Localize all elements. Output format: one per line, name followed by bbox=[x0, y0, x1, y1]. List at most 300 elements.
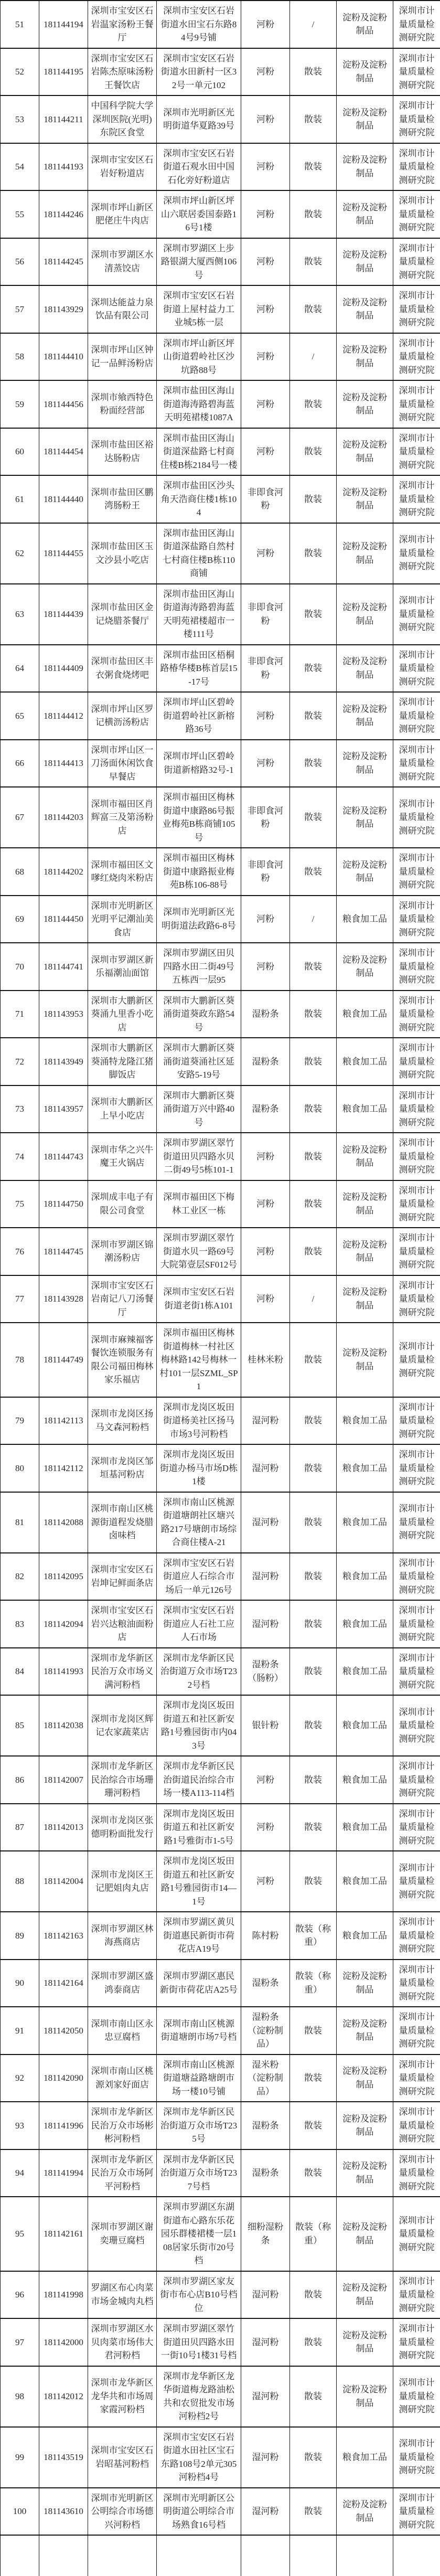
report-id-cell: 181141996 bbox=[39, 2102, 88, 2149]
packaging-cell: / bbox=[290, 333, 337, 381]
report-id-cell: 181143957 bbox=[39, 1085, 88, 1133]
table-row bbox=[1, 1756, 440, 1804]
vendor-address-cell: 深圳市盐田区海山街道海涛路碧海蓝天明苑裙楼1087A bbox=[157, 380, 241, 428]
packaging-cell: 散装 bbox=[290, 238, 337, 286]
report-id-cell: 181144440 bbox=[39, 475, 88, 523]
vendor-address-cell: 深圳市罗湖区东湖街道布心路东乐花园乐群楼裙楼一层108居家乐街市20号档 bbox=[157, 2197, 241, 2271]
food-category-cell: 淀粉及淀粉制品 bbox=[337, 428, 393, 476]
food-category-cell: 淀粉及淀粉制品 bbox=[337, 2055, 393, 2102]
row-number-cell: 60 bbox=[1, 428, 39, 476]
row-number-cell: 57 bbox=[1, 285, 39, 333]
packaging-cell: 散装 bbox=[290, 48, 337, 96]
table-row bbox=[1, 2007, 440, 2055]
vendor-address-cell: 深圳市福田区梅林街道中康路86号振业梅苑B栋商铺105号 bbox=[157, 787, 241, 848]
food-category-cell: 粮食加工品 bbox=[337, 1804, 393, 1851]
testing-agency-cell: 深圳市计量质量检测研究院 bbox=[393, 333, 440, 381]
vendor-address-cell: 深圳市宝安区石岩街道老街1栋A101 bbox=[157, 1275, 241, 1323]
vendor-name-cell: 深圳市盐田区丰衣粥食烧烤吧 bbox=[88, 645, 157, 693]
packaging-cell: 散装 bbox=[290, 1228, 337, 1275]
table-row bbox=[1, 1492, 440, 1553]
food-category-cell: 淀粉及淀粉制品 bbox=[337, 943, 393, 991]
testing-agency-cell: 深圳市计量质量检测研究院 bbox=[393, 95, 440, 143]
table-row bbox=[1, 2366, 440, 2427]
row-number-cell: 67 bbox=[1, 787, 39, 848]
vendor-name-cell: 深圳市宝安区石岩坤记鲜面条店 bbox=[88, 1553, 157, 1601]
testing-agency-cell: 深圳市计量质量检测研究院 bbox=[393, 2318, 440, 2366]
vendor-address-cell: 深圳市盐田区海山街道深盐路七村商住楼B栋2184号一楼 bbox=[157, 428, 241, 476]
row-number-cell: 56 bbox=[1, 238, 39, 286]
partial-cell bbox=[290, 2535, 337, 2576]
packaging-cell: 散装（称重） bbox=[290, 2197, 337, 2271]
table-row bbox=[1, 190, 440, 238]
testing-agency-cell: 深圳市计量质量检测研究院 bbox=[393, 1912, 440, 1960]
packaging-cell: 散装 bbox=[290, 2488, 337, 2536]
packaging-cell: 散装 bbox=[290, 475, 337, 523]
food-category-cell: 粮食加工品 bbox=[337, 1600, 393, 1648]
vendor-name-cell: 深圳市龙华新区民治万众市场义满河粉档 bbox=[88, 1648, 157, 1696]
food-name-cell: 河粉 bbox=[241, 95, 290, 143]
vendor-name-cell: 深圳市龙岗区邹垣基河粉店 bbox=[88, 1444, 157, 1492]
food-category-cell: 粮食加工品 bbox=[337, 1851, 393, 1912]
packaging-cell: 散装 bbox=[290, 143, 337, 191]
vendor-address-cell: 深圳市罗湖区上步路银湖大厦西侧106号 bbox=[157, 238, 241, 286]
packaging-cell: 散装（称重） bbox=[290, 1960, 337, 2007]
testing-agency-cell: 深圳市计量质量检测研究院 bbox=[393, 1600, 440, 1648]
vendor-address-cell: 深圳市大鹏新区葵涌街道葵涌社区延安路5-19号 bbox=[157, 1038, 241, 1085]
table-row bbox=[1, 48, 440, 96]
report-id-cell: 181144193 bbox=[39, 143, 88, 191]
testing-agency-cell: 深圳市计量质量检测研究院 bbox=[393, 2271, 440, 2319]
testing-agency-cell: 深圳市计量质量检测研究院 bbox=[393, 896, 440, 943]
food-category-cell: 淀粉及淀粉制品 bbox=[337, 2102, 393, 2149]
report-id-cell: 181144202 bbox=[39, 848, 88, 896]
row-number-cell: 89 bbox=[1, 1912, 39, 1960]
food-name-cell: 湿粉条（肠粉） bbox=[241, 1648, 290, 1696]
vendor-name-cell: 深圳市飨西特色粉面经营部 bbox=[88, 380, 157, 428]
row-number-cell: 58 bbox=[1, 333, 39, 381]
vendor-address-cell: 深圳市龙岗区坂田街道五和社区新安路1号雅园街市内043号 bbox=[157, 1695, 241, 1756]
food-category-cell: 淀粉及淀粉制品 bbox=[337, 48, 393, 96]
sampling-table-body bbox=[1, 1, 440, 2576]
packaging-cell: 散装 bbox=[290, 380, 337, 428]
packaging-cell: 散装（称重） bbox=[290, 1912, 337, 1960]
food-name-cell: 陈村粉 bbox=[241, 1912, 290, 1960]
row-number-cell: 81 bbox=[1, 1492, 39, 1553]
report-id-cell: 181143928 bbox=[39, 1275, 88, 1323]
food-category-cell: 淀粉及淀粉制品 bbox=[337, 1275, 393, 1323]
testing-agency-cell: 深圳市计量质量检测研究院 bbox=[393, 1756, 440, 1804]
food-name-cell: 湿粉条 bbox=[241, 1038, 290, 1085]
food-name-cell: 细粉湿粉条 bbox=[241, 2197, 290, 2271]
vendor-name-cell: 深圳市罗湖区林海燕商店 bbox=[88, 1912, 157, 1960]
row-number-cell: 69 bbox=[1, 896, 39, 943]
food-name-cell: 湿粉条（淀粉制品） bbox=[241, 2007, 290, 2055]
vendor-address-cell: 深圳市宝安区石岩街道应人石社工应人石市场 bbox=[157, 1600, 241, 1648]
testing-agency-cell: 深圳市计量质量检测研究院 bbox=[393, 991, 440, 1038]
packaging-cell: 散装 bbox=[290, 2271, 337, 2319]
vendor-name-cell: 深圳市坪山新区肥佬庄牛肉店 bbox=[88, 190, 157, 238]
food-name-cell: 湿河粉 bbox=[241, 1444, 290, 1492]
table-row bbox=[1, 1804, 440, 1851]
report-id-cell: 181144450 bbox=[39, 896, 88, 943]
row-number-cell: 84 bbox=[1, 1648, 39, 1696]
partial-next-row bbox=[1, 2535, 440, 2576]
vendor-name-cell: 深圳市光明新区光明平记潮汕美食店 bbox=[88, 896, 157, 943]
vendor-name-cell: 深圳市龙岗区张德明粉面批发行 bbox=[88, 1804, 157, 1851]
table-row bbox=[1, 1695, 440, 1756]
table-row bbox=[1, 1085, 440, 1133]
row-number-cell: 98 bbox=[1, 2366, 39, 2427]
vendor-name-cell: 深圳市罗湖区水清蒸饺店 bbox=[88, 238, 157, 286]
testing-agency-cell: 深圳市计量质量检测研究院 bbox=[393, 692, 440, 740]
food-name-cell: 湿粉条 bbox=[241, 991, 290, 1038]
packaging-cell: / bbox=[290, 1275, 337, 1323]
food-name-cell: 河粉 bbox=[241, 1133, 290, 1180]
vendor-name-cell: 深圳市华之兴牛魔王火锅店 bbox=[88, 1133, 157, 1180]
report-id-cell: 181144245 bbox=[39, 238, 88, 286]
table-row bbox=[1, 1228, 440, 1275]
testing-agency-cell: 深圳市计量质量检测研究院 bbox=[393, 1180, 440, 1228]
vendor-name-cell: 深圳市罗湖区谢奕珊豆腐档 bbox=[88, 2197, 157, 2271]
table-row bbox=[1, 1180, 440, 1228]
testing-agency-cell: 深圳市计量质量检测研究院 bbox=[393, 2488, 440, 2536]
vendor-name-cell: 深圳市龙岗区王记肥姐肉丸店 bbox=[88, 1851, 157, 1912]
food-name-cell: 河粉 bbox=[241, 333, 290, 381]
packaging-cell: 散装 bbox=[290, 991, 337, 1038]
testing-agency-cell: 深圳市计量质量检测研究院 bbox=[393, 584, 440, 645]
report-id-cell: 181144455 bbox=[39, 523, 88, 584]
table-row bbox=[1, 1960, 440, 2007]
testing-agency-cell: 深圳市计量质量检测研究院 bbox=[393, 787, 440, 848]
vendor-address-cell: 深圳市宝安区石岩街道水田宝石东路84号9号铺 bbox=[157, 1, 241, 48]
vendor-name-cell: 深圳市宝安区石岩兴达粮油面粉店 bbox=[88, 1600, 157, 1648]
row-number-cell: 54 bbox=[1, 143, 39, 191]
vendor-address-cell: 深圳市罗湖区惠民新街市荷花店A25号 bbox=[157, 1960, 241, 2007]
testing-agency-cell: 深圳市计量质量检测研究院 bbox=[393, 2197, 440, 2271]
row-number-cell: 80 bbox=[1, 1444, 39, 1492]
testing-agency-cell: 深圳市计量质量检测研究院 bbox=[393, 1553, 440, 1601]
report-id-cell: 181142000 bbox=[39, 2318, 88, 2366]
vendor-name-cell: 深圳市罗湖区锦潮汤粉店 bbox=[88, 1228, 157, 1275]
food-category-cell: 粮食加工品 bbox=[337, 1085, 393, 1133]
report-id-cell: 181144195 bbox=[39, 48, 88, 96]
packaging-cell: 散装 bbox=[290, 787, 337, 848]
testing-agency-cell: 深圳市计量质量检测研究院 bbox=[393, 1444, 440, 1492]
testing-agency-cell: 深圳市计量质量检测研究院 bbox=[393, 1492, 440, 1553]
row-number-cell: 92 bbox=[1, 2055, 39, 2102]
table-row bbox=[1, 2197, 440, 2271]
vendor-name-cell: 深圳市福田区肖辉富三及第汤粉店 bbox=[88, 787, 157, 848]
testing-agency-cell: 深圳市计量质量检测研究院 bbox=[393, 2102, 440, 2149]
report-id-cell: 181142164 bbox=[39, 1960, 88, 2007]
vendor-name-cell: 深圳市龙岗区辉记农家蔬菜店 bbox=[88, 1695, 157, 1756]
partial-cell bbox=[337, 2535, 393, 2576]
packaging-cell: 散装 bbox=[290, 1804, 337, 1851]
testing-agency-cell: 深圳市计量质量检测研究院 bbox=[393, 645, 440, 693]
food-category-cell: 淀粉及淀粉制品 bbox=[337, 645, 393, 693]
testing-agency-cell: 深圳市计量质量检测研究院 bbox=[393, 428, 440, 476]
food-category-cell: 淀粉及淀粉制品 bbox=[337, 2271, 393, 2319]
vendor-name-cell: 深圳达能益力泉饮品有限公司 bbox=[88, 285, 157, 333]
packaging-cell: 散装 bbox=[290, 740, 337, 787]
table-row bbox=[1, 333, 440, 381]
packaging-cell: 散装 bbox=[290, 523, 337, 584]
vendor-name-cell: 深圳市大鹏新区上早小吃店 bbox=[88, 1085, 157, 1133]
row-number-cell: 63 bbox=[1, 584, 39, 645]
packaging-cell: 散装 bbox=[290, 1133, 337, 1180]
table-row bbox=[1, 428, 440, 476]
vendor-address-cell: 深圳市坪山区碧岭街道新榕路32号-1 bbox=[157, 740, 241, 787]
vendor-address-cell: 深圳市宝安区石岩街道水田新村一区32号一单元102 bbox=[157, 48, 241, 96]
testing-agency-cell: 深圳市计量质量检测研究院 bbox=[393, 2055, 440, 2102]
report-id-cell: 181144203 bbox=[39, 787, 88, 848]
report-id-cell: 181142090 bbox=[39, 2055, 88, 2102]
food-category-cell: 粮食加工品 bbox=[337, 1912, 393, 1960]
packaging-cell: 散装 bbox=[290, 692, 337, 740]
packaging-cell: 散装 bbox=[290, 645, 337, 693]
vendor-address-cell: 深圳市盐田区沙头角天浩商住楼1栋104 bbox=[157, 475, 241, 523]
report-id-cell: 181144741 bbox=[39, 943, 88, 991]
vendor-address-cell: 深圳市光明新区光明街道法政路6-8号 bbox=[157, 896, 241, 943]
vendor-address-cell: 深圳市龙岗区坂田街道杨美社区扬马市场3号河粉档 bbox=[157, 1397, 241, 1445]
food-category-cell: 粮食加工品 bbox=[337, 1553, 393, 1601]
row-number-cell: 90 bbox=[1, 1960, 39, 2007]
food-name-cell: 非即食河粉 bbox=[241, 848, 290, 896]
report-id-cell: 181142112 bbox=[39, 1444, 88, 1492]
table-row bbox=[1, 896, 440, 943]
table-row bbox=[1, 1600, 440, 1648]
food-name-cell: 河粉 bbox=[241, 1228, 290, 1275]
table-row bbox=[1, 143, 440, 191]
report-id-cell: 181142013 bbox=[39, 1804, 88, 1851]
food-name-cell: 河粉 bbox=[241, 380, 290, 428]
food-category-cell: 淀粉及淀粉制品 bbox=[337, 95, 393, 143]
report-id-cell: 181142094 bbox=[39, 1600, 88, 1648]
table-row bbox=[1, 1038, 440, 1085]
packaging-cell: 散装 bbox=[290, 848, 337, 896]
row-number-cell: 79 bbox=[1, 1397, 39, 1445]
food-name-cell: 河粉 bbox=[241, 1275, 290, 1323]
table-row bbox=[1, 1133, 440, 1180]
row-number-cell: 86 bbox=[1, 1756, 39, 1804]
table-row bbox=[1, 1648, 440, 1696]
food-name-cell: 河粉 bbox=[241, 143, 290, 191]
report-id-cell: 181142088 bbox=[39, 1492, 88, 1553]
food-name-cell: 河粉 bbox=[241, 1804, 290, 1851]
table-row bbox=[1, 2427, 440, 2488]
packaging-cell: 散装 bbox=[290, 1323, 337, 1397]
report-id-cell: 181141994 bbox=[39, 2149, 88, 2197]
vendor-address-cell: 深圳市龙岗区坂田街道五和社区新安路1号雅街市1-5号 bbox=[157, 1804, 241, 1851]
vendor-address-cell: 深圳市龙华新区民治街道万众市场T232号档 bbox=[157, 1648, 241, 1696]
report-id-cell: 181142004 bbox=[39, 1851, 88, 1912]
partial-cell bbox=[241, 2535, 290, 2576]
vendor-name-cell: 罗湖区布心肉菜市场金城肉丸档 bbox=[88, 2271, 157, 2319]
row-number-cell: 88 bbox=[1, 1851, 39, 1912]
vendor-address-cell: 深圳市南山区桃源街道塘朗市场7号档 bbox=[157, 2007, 241, 2055]
vendor-address-cell: 深圳市福田区梅林街道中康路振业梅苑B栋106-88号 bbox=[157, 848, 241, 896]
row-number-cell: 85 bbox=[1, 1695, 39, 1756]
food-name-cell: 河粉 bbox=[241, 1851, 290, 1912]
food-name-cell: 河粉 bbox=[241, 1, 290, 48]
packaging-cell: 散装 bbox=[290, 428, 337, 476]
table-row bbox=[1, 1912, 440, 1960]
table-row bbox=[1, 1323, 440, 1397]
food-name-cell: 湿河粉 bbox=[241, 2427, 290, 2488]
report-id-cell: 181143610 bbox=[39, 2488, 88, 2536]
vendor-address-cell: 深圳市罗湖区黄贝街道惠民新街市荷花店A19号 bbox=[157, 1912, 241, 1960]
vendor-address-cell: 深圳市南山区桃源街道塘朗社区塘兴路217号塘朗市场综合商住楼A-21 bbox=[157, 1492, 241, 1553]
food-name-cell: 非即食河粉 bbox=[241, 645, 290, 693]
food-name-cell: 湿河粉 bbox=[241, 2488, 290, 2536]
report-id-cell: 181141993 bbox=[39, 1648, 88, 1696]
vendor-address-cell: 深圳市罗湖区田贝四路水田二街49号五栋西一层95 bbox=[157, 943, 241, 991]
food-category-cell: 淀粉及淀粉制品 bbox=[337, 2197, 393, 2271]
report-id-cell: 181141998 bbox=[39, 2271, 88, 2319]
vendor-name-cell: 深圳市罗湖区盛鸿泰商店 bbox=[88, 1960, 157, 2007]
table-row bbox=[1, 2102, 440, 2149]
packaging-cell: 散装 bbox=[290, 1695, 337, 1756]
packaging-cell: 散装 bbox=[290, 1851, 337, 1912]
table-row bbox=[1, 285, 440, 333]
food-name-cell: 银针粉 bbox=[241, 1695, 290, 1756]
row-number-cell: 100 bbox=[1, 2488, 39, 2536]
food-category-cell: 淀粉及淀粉制品 bbox=[337, 2318, 393, 2366]
food-category-cell: 淀粉及淀粉制品 bbox=[337, 740, 393, 787]
testing-agency-cell: 深圳市计量质量检测研究院 bbox=[393, 1397, 440, 1445]
testing-agency-cell: 深圳市计量质量检测研究院 bbox=[393, 1851, 440, 1912]
vendor-name-cell: 深圳市龙华新区民治综合市场珊珊河粉档 bbox=[88, 1756, 157, 1804]
packaging-cell: 散装 bbox=[290, 190, 337, 238]
partial-cell bbox=[39, 2535, 88, 2576]
vendor-address-cell: 深圳市大鹏新区葵涌街道万兴中路40号 bbox=[157, 1085, 241, 1133]
food-name-cell: 河粉 bbox=[241, 285, 290, 333]
vendor-name-cell: 深圳市盐田区裕达肠粉店 bbox=[88, 428, 157, 476]
food-category-cell: 粮食加工品 bbox=[337, 1038, 393, 1085]
packaging-cell: 散装 bbox=[290, 1397, 337, 1445]
table-row bbox=[1, 475, 440, 523]
report-id-cell: 181142012 bbox=[39, 2366, 88, 2427]
vendor-name-cell: 深圳市坪山区钟记一品鲜汤粉店 bbox=[88, 333, 157, 381]
testing-agency-cell: 深圳市计量质量检测研究院 bbox=[393, 1, 440, 48]
report-id-cell: 181144246 bbox=[39, 190, 88, 238]
report-id-cell: 181142007 bbox=[39, 1756, 88, 1804]
vendor-address-cell: 深圳市南山区桃源街道塘益路塘朗市场一楼10号铺 bbox=[157, 2055, 241, 2102]
vendor-name-cell: 深圳市麻辣福客餐饮连锁服务有限公司福田梅林家乐福店 bbox=[88, 1323, 157, 1397]
report-id-cell: 181142095 bbox=[39, 1553, 88, 1601]
food-category-cell: 淀粉及淀粉制品 bbox=[337, 1323, 393, 1397]
row-number-cell: 53 bbox=[1, 95, 39, 143]
vendor-address-cell: 深圳市罗湖区翠竹街道水贝一路69号大院第壹层SF012号 bbox=[157, 1228, 241, 1275]
row-number-cell: 87 bbox=[1, 1804, 39, 1851]
row-number-cell: 68 bbox=[1, 848, 39, 896]
table-row bbox=[1, 787, 440, 848]
food-category-cell: 粮食加工品 bbox=[337, 2427, 393, 2488]
food-name-cell: 河粉 bbox=[241, 523, 290, 584]
packaging-cell: 散装 bbox=[290, 1648, 337, 1696]
food-category-cell: 淀粉及淀粉制品 bbox=[337, 333, 393, 381]
vendor-name-cell: 深圳市大鹏新区葵涌特龙隆江猪脚饭店 bbox=[88, 1038, 157, 1085]
report-id-cell: 181144750 bbox=[39, 1180, 88, 1228]
row-number-cell: 74 bbox=[1, 1133, 39, 1180]
food-category-cell: 淀粉及淀粉制品 bbox=[337, 285, 393, 333]
food-name-cell: 湿粉条 bbox=[241, 2149, 290, 2197]
row-number-cell: 52 bbox=[1, 48, 39, 96]
packaging-cell: 散装 bbox=[290, 2149, 337, 2197]
vendor-address-cell: 深圳市龙华新区民治街道民治综合市场一楼A113-114档 bbox=[157, 1756, 241, 1804]
table-row bbox=[1, 2318, 440, 2366]
vendor-address-cell: 深圳市盐田区海山街道海涛路碧海蓝天明苑裙楼超市一楼111号 bbox=[157, 584, 241, 645]
food-name-cell: 河粉 bbox=[241, 692, 290, 740]
vendor-name-cell: 深圳市福田区文嗲红烧肉米粉店 bbox=[88, 848, 157, 896]
food-category-cell: 淀粉及淀粉制品 bbox=[337, 787, 393, 848]
table-row bbox=[1, 2488, 440, 2536]
vendor-name-cell: 深圳市龙华新区民治万众市场阿平河粉档 bbox=[88, 2149, 157, 2197]
food-name-cell: 河粉 bbox=[241, 943, 290, 991]
vendor-name-cell: 深圳成丰电子有限公司食堂 bbox=[88, 1180, 157, 1228]
food-category-cell: 粮食加工品 bbox=[337, 1397, 393, 1445]
testing-agency-cell: 深圳市计量质量检测研究院 bbox=[393, 1648, 440, 1696]
row-number-cell: 55 bbox=[1, 190, 39, 238]
report-id-cell: 181144410 bbox=[39, 333, 88, 381]
packaging-cell: 散装 bbox=[290, 2007, 337, 2055]
vendor-address-cell: 深圳市福田区下梅林工业区一栋 bbox=[157, 1180, 241, 1228]
food-category-cell: 淀粉及淀粉制品 bbox=[337, 2007, 393, 2055]
table-row bbox=[1, 1397, 440, 1445]
report-id-cell: 181143953 bbox=[39, 991, 88, 1038]
food-category-cell: 淀粉及淀粉制品 bbox=[337, 692, 393, 740]
food-category-cell: 粮食加工品 bbox=[337, 1492, 393, 1553]
testing-agency-cell: 深圳市计量质量检测研究院 bbox=[393, 285, 440, 333]
vendor-name-cell: 深圳市龙华新区龙华共和市场周家霞河粉档 bbox=[88, 2366, 157, 2427]
vendor-name-cell: 深圳市宝安区石岩温家汤粉王餐厅 bbox=[88, 1, 157, 48]
packaging-cell: 散装 bbox=[290, 1756, 337, 1804]
row-number-cell: 78 bbox=[1, 1323, 39, 1397]
food-category-cell: 淀粉及淀粉制品 bbox=[337, 2366, 393, 2427]
vendor-address-cell: 深圳市大鹏新区葵涌街道葵政东路54号 bbox=[157, 991, 241, 1038]
vendor-name-cell: 深圳市南山区桃源刘家好面店 bbox=[88, 2055, 157, 2102]
vendor-address-cell: 深圳市宝安区石岩街道水田社区宝石东路108号2单元305河粉档4号 bbox=[157, 2427, 241, 2488]
packaging-cell: 散装 bbox=[290, 584, 337, 645]
vendor-address-cell: 深圳市福田区梅林街道梅林一村社区梅林路142号梅林一村101一层SZML_SP1 bbox=[157, 1323, 241, 1397]
row-number-cell: 91 bbox=[1, 2007, 39, 2055]
vendor-address-cell: 深圳市盐田区梧桐路椿华楼B栋首层15-17号 bbox=[157, 645, 241, 693]
food-name-cell: 湿河粉 bbox=[241, 1600, 290, 1648]
table-row bbox=[1, 2271, 440, 2319]
row-number-cell: 71 bbox=[1, 991, 39, 1038]
food-name-cell: 湿河粉 bbox=[241, 1553, 290, 1601]
packaging-cell: 散装 bbox=[290, 2318, 337, 2366]
food-name-cell: 湿河粉 bbox=[241, 2318, 290, 2366]
vendor-address-cell: 深圳市宝安区石岩街道应人石综合市场后一单元126号 bbox=[157, 1553, 241, 1601]
food-name-cell: 河粉 bbox=[241, 190, 290, 238]
food-name-cell: 湿粉条 bbox=[241, 1960, 290, 2007]
table-row bbox=[1, 2055, 440, 2102]
table-row bbox=[1, 645, 440, 693]
report-id-cell: 181142161 bbox=[39, 2197, 88, 2271]
packaging-cell: 散装 bbox=[290, 1553, 337, 1601]
vendor-name-cell: 深圳市盐田区金记烧腊茶餐厅 bbox=[88, 584, 157, 645]
report-id-cell: 181143949 bbox=[39, 1038, 88, 1085]
report-id-cell: 181144412 bbox=[39, 692, 88, 740]
food-name-cell: 湿河粉 bbox=[241, 1492, 290, 1553]
vendor-address-cell: 深圳市光明新区光明街道华夏路39号 bbox=[157, 95, 241, 143]
table-row bbox=[1, 95, 440, 143]
packaging-cell: 散装 bbox=[290, 2102, 337, 2149]
testing-agency-cell: 深圳市计量质量检测研究院 bbox=[393, 1323, 440, 1397]
testing-agency-cell: 深圳市计量质量检测研究院 bbox=[393, 1133, 440, 1180]
food-category-cell: 粮食加工品 bbox=[337, 1756, 393, 1804]
